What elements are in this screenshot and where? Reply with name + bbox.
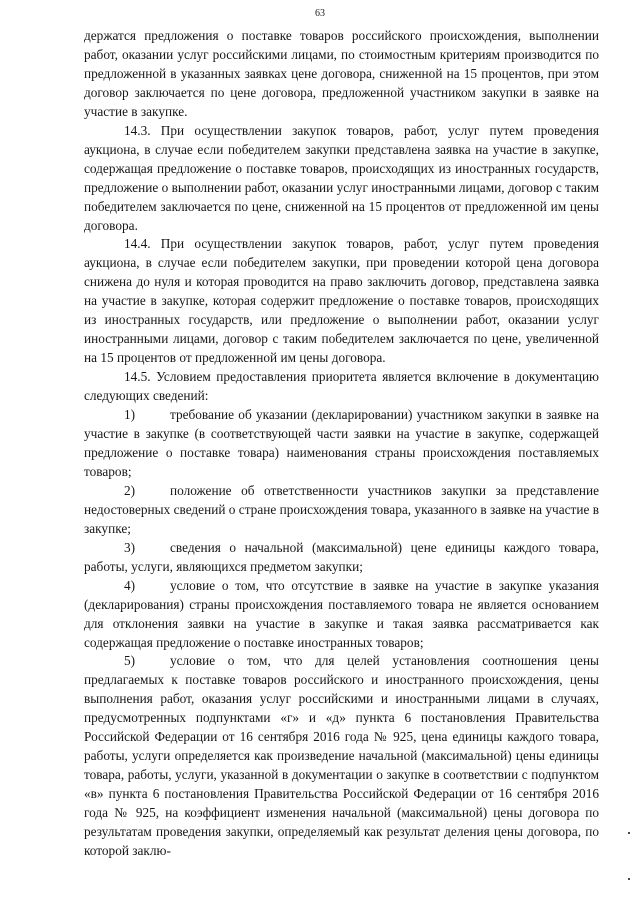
list-item-number: 1): [124, 407, 136, 423]
list-item-text: сведения о начальной (максимальной) цене единицы каждого товара, работы, услуги, являющихся предметом закупки;: [84, 539, 599, 574]
list-item-number: 2): [124, 482, 136, 498]
scan-speck: [628, 832, 630, 834]
list-item-text: требование об указании (декларировании) участником закупки в заявке на участие в закупке (в соответствующей части заявки на участие в закупке, содержащей предложение о поставке товара) наименования страны происхождения поставляемых товаров;: [84, 407, 599, 479]
list-item-number: 4): [124, 577, 136, 593]
list-item-number: 3): [124, 539, 136, 555]
scan-speck: [628, 878, 630, 880]
page-number: 63: [315, 8, 325, 19]
list-item-number: 5): [124, 653, 136, 669]
list-item-3: [84, 539, 599, 577]
paragraph-continuation: держатся предложения о поставке товаров российского происхождения, выполнении работ, оказании услуг российскими лицами, по стоимостным критериям производится по предложенной в указанных заявках цене договора, сниженной на 15 процентов, при этом договор заключается по цене договора, предложенной участником закупки в заявке на участие в закупке.: [84, 28, 599, 119]
list-item-text: положение об ответственности участников закупки за представление недостоверных сведений о стране происхождения товара, указанного в заявке на участие в закупке;: [84, 482, 599, 536]
list-item-2: [84, 482, 599, 539]
list-item-4: [84, 577, 599, 653]
list-item-1: [84, 406, 599, 482]
document-body: [84, 27, 599, 861]
paragraph-14-3: 14.3. При осуществлении закупок товаров, работ, услуг путем проведения аукциона, в случае если победителем закупки представлена заявка на участие в закупке, содержащая предложение о поставке товаров, происходящих из иностранных государств, предложение о выполнении работ, оказании услуг иностранными лицами, договор с таким победителем заключается по цене, сниженной на 15 процентов от предложенной им цены договора.: [84, 122, 599, 233]
paragraph-14-5: 14.5. Условием предоставления приоритета является включение в документацию следующих сведений:: [84, 369, 599, 404]
list-item-5: [84, 652, 599, 860]
list-item-text: условие о том, что отсутствие в заявке на участие в закупке указания (декларирования) страны происхождения поставляемого товара не является основанием для отклонения заявки на участие в закупке и такая заявка рассматривается как содержащая предложение о поставке иностранных товаров;: [84, 577, 599, 650]
list-item-text: условие о том, что для целей установления соотношения цены предлагаемых к поставке товаров российского и иностранного происхождения, цены выполнения работ, оказания услуг российскими и иностранными лицами в случаях, предусмотренных подпунктами «г» и «д» пункта 6 постановления Правительства Российской Федерации от 16 сентября 2016 года № 925, цена единицы каждого товара, работы, услуги определяется как произведение начальной (максимальной) цены единицы товара, работы, услуги, указанной в документации о закупке в соответствии с подпунктом «в» пункта 6 постановления Правительства Российской Федерации от 16 сентября 2016 года № 925, на коэффициент изменения начальной (максимальной) цены договора по результатам проведения закупки, определяемый как результат деления цены договора, по которой заклю-: [84, 653, 599, 858]
paragraph-14-4: 14.4. При осуществлении закупок товаров, работ, услуг путем проведения аукциона, в случае если победителем закупки, при проведении которой цена договора снижена до нуля и которая проводится на право заключить договор, представлена заявка на участие в закупке, которая содержит предложение о поставке товаров, происходящих из иностранных государств, или предложение о выполнении работ, оказании услуг иностранными лицами, договор с таким победителем заключается по цене, увеличенной на 15 процентов от предложенной им цены договора.: [84, 236, 599, 366]
